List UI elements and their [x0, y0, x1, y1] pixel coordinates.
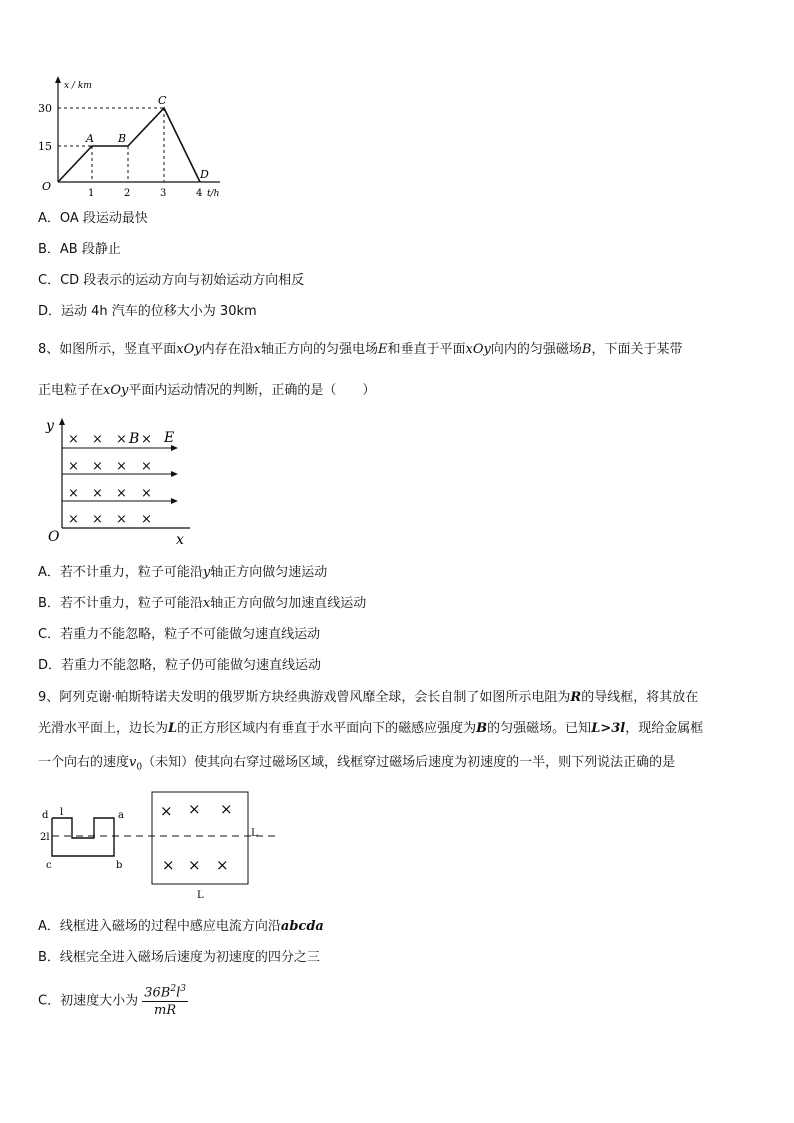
- cross: ×: [188, 856, 201, 874]
- cross: ×: [68, 459, 79, 474]
- tick-15: 15: [38, 140, 52, 153]
- cross: ×: [162, 856, 175, 874]
- origin-label: O: [42, 180, 52, 193]
- graph-ylabel: x / km: [64, 81, 92, 91]
- xt-curve: [58, 108, 200, 182]
- cross: ×: [220, 800, 233, 818]
- loop-diagram: [36, 788, 286, 902]
- q7-option-d: D．运动 4h 汽车的位移大小为 30km: [38, 304, 257, 319]
- q9-stem-line2: 光滑水平面上，边长为L的正方形区域内有垂直于水平面向下的磁感应强度为B的匀强磁场。已知L>3l，现给金属框: [38, 721, 704, 736]
- q8-option-c: C．若重力不能忽略，粒子不可能做匀速直线运动: [38, 627, 321, 642]
- cross: ×: [116, 459, 127, 474]
- cross: ×: [92, 459, 103, 474]
- q7-option-a: A．OA 段运动最快: [38, 211, 148, 226]
- cross: ×: [160, 802, 173, 820]
- q8-option-b: B．若不计重力，粒子可能沿x轴正方向做匀加速直线运动: [38, 596, 367, 611]
- field-diagram: [40, 416, 200, 546]
- q8-option-a: A．若不计重力，粒子可能沿y轴正方向做匀速运动: [38, 565, 328, 580]
- label-2l: 2l: [40, 832, 50, 843]
- xt-graph: [30, 72, 230, 207]
- label-l: l: [60, 807, 64, 818]
- cross: ×: [116, 512, 127, 527]
- tick-1: 1: [88, 188, 95, 199]
- cross: ×: [141, 486, 152, 501]
- label-L-side: L: [251, 828, 258, 839]
- point-D: D: [200, 168, 209, 181]
- cross: ×: [141, 512, 152, 527]
- fraction: $\frac{36B^2l^3}{mR}$: [144, 984, 186, 1019]
- q7-option-b: B．AB 段静止: [38, 242, 121, 257]
- q9-stem-line3: 一个向右的速度$v_0$（未知）使其向右穿过磁场区域，线框穿过磁场后速度为初速度的一半，则下列说法正确的是: [38, 755, 676, 773]
- wire-frame: [52, 818, 114, 856]
- cross: ×: [92, 512, 103, 527]
- x-axis-label: x: [176, 532, 184, 546]
- cross: ×: [92, 432, 103, 447]
- cross: ×: [141, 459, 152, 474]
- q9-stem-line1: 9、阿列克谢·帕斯特诺夫发明的俄罗斯方块经典游戏曾风靡全球，会长自制了如图所示电阻为R的导线框，将其放在: [38, 690, 699, 705]
- tick-2: 2: [124, 188, 131, 199]
- point-C: C: [158, 94, 167, 107]
- point-A: A: [86, 132, 94, 145]
- cross: ×: [68, 432, 79, 447]
- cross: ×: [68, 486, 79, 501]
- q7-option-c: C．CD 段表示的运动方向与初始运动方向相反: [38, 273, 305, 288]
- tick-4: 4: [196, 188, 203, 199]
- origin-label: O: [48, 529, 60, 545]
- q8-stem-line2: 正电粒子在xOy平面内运动情况的判断，正确的是（ ）: [38, 383, 376, 398]
- label-b: b: [116, 860, 123, 871]
- E-label: E: [164, 430, 175, 446]
- cross: ×: [116, 432, 127, 447]
- tick-3: 3: [160, 188, 167, 199]
- tick-30: 30: [38, 102, 52, 115]
- cross: ×: [141, 432, 152, 447]
- cross: ×: [216, 856, 229, 874]
- point-B: B: [118, 132, 127, 145]
- B-label: B: [129, 431, 140, 447]
- cross: ×: [92, 486, 103, 501]
- q8-stem-line1: 8、如图所示，竖直平面xOy内存在沿x轴正方向的匀强电场E和垂直于平面xOy向内的匀强磁场B，下面关于某带: [38, 342, 683, 357]
- label-L-bottom: L: [197, 890, 204, 901]
- cross: ×: [116, 486, 127, 501]
- q9-option-b: B．线框完全进入磁场后速度为初速度的四分之三: [38, 950, 320, 965]
- label-a: a: [118, 810, 124, 821]
- label-c: c: [46, 860, 52, 871]
- label-d: d: [42, 810, 49, 821]
- q8-option-d: D．若重力不能忽略，粒子仍可能做匀速直线运动: [38, 658, 322, 673]
- q9-option-c: C．初速度大小为 $\frac{36B^2l^3}{mR}$: [38, 984, 186, 1019]
- graph-xlabel: t/h: [207, 189, 220, 199]
- cross: ×: [188, 800, 201, 818]
- q9-option-a: A．线框进入磁场的过程中感应电流方向沿abcda: [38, 919, 324, 934]
- cross: ×: [68, 512, 79, 527]
- y-axis-label: y: [46, 418, 54, 434]
